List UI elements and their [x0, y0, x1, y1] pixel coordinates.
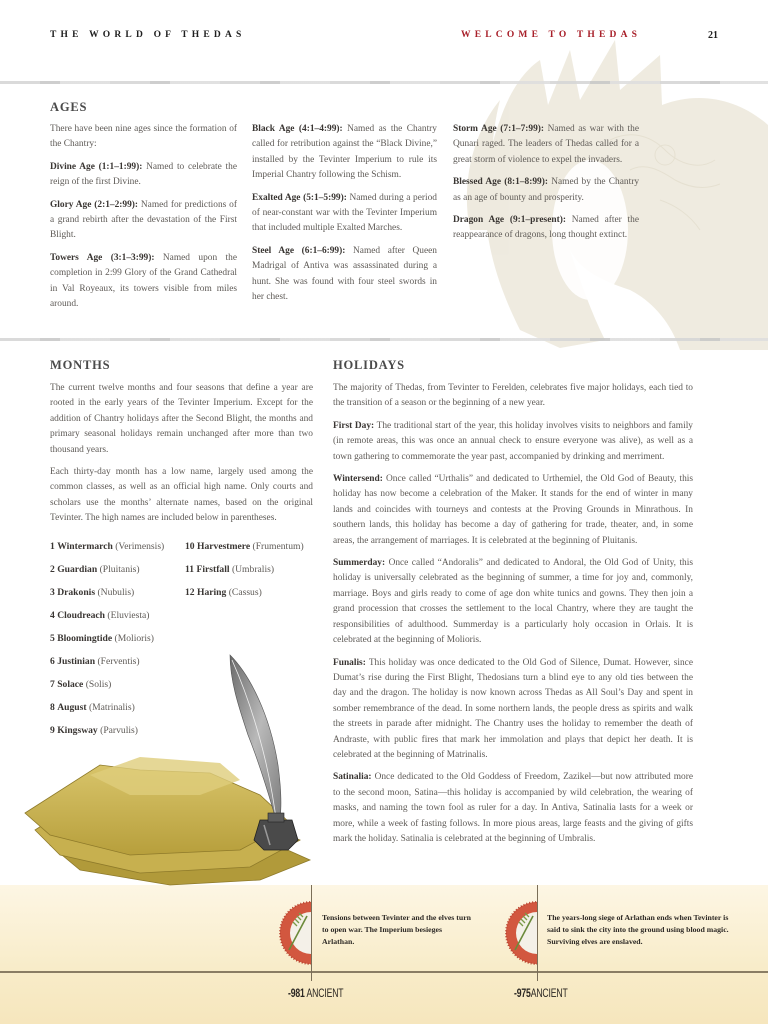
age-entry — [50, 251, 237, 313]
months-paragraph: The current twelve months and four seasons that define a year are rooted in the early years of the Tevinter Imperium. Except for the addition of Chantry holidays after the Second Blight, the months and primary seasonal holidays remain unchanged after more than two thousand years. — [50, 383, 313, 455]
holiday-name: Summerday: — [333, 558, 386, 569]
age-description: Named upon the completion in 2:99 Glory of the Grand Cathedral in Val Royeaux, its towers visible from miles around. — [50, 252, 238, 310]
divider-top — [0, 81, 768, 84]
age-description: Named after Queen Madrigal of Antiva was assassinated during a hunt. She was found with four steel swords in her chest. — [252, 245, 437, 303]
month-item — [185, 564, 274, 575]
running-header — [0, 30, 768, 46]
month-name: Harvestmere — [197, 541, 251, 552]
age-name: Black Age (4:1–4:99): — [252, 124, 343, 134]
month-item — [50, 610, 150, 621]
timeline-band — [0, 885, 768, 1024]
month-number: 4 — [50, 610, 55, 621]
holidays-text — [333, 381, 693, 854]
month-number: 1 — [50, 541, 55, 552]
timeline-tick — [537, 885, 538, 981]
month-high-name: (Ferventis) — [97, 656, 140, 667]
age-description: Named for predictions of a grand rebirth after the devastation of the First Blight. — [50, 199, 237, 241]
age-description: Named as the Chantry called for retribution against the “Black Divine,” installed by the Tevinter Imperium to rule its Imperial Chantry following the Schism. — [252, 124, 437, 181]
holiday-name: Wintersend: — [333, 474, 383, 485]
timeline-event-text: The years-long siege of Arlathan ends when Tevinter is said to sink the city into the ground using blood magic. Surviving elves are enslaved. — [547, 913, 729, 946]
timeline-tick — [311, 885, 312, 981]
month-high-name: (Solis) — [85, 679, 112, 690]
age-name: Glory Age (2:1–2:99): — [50, 199, 139, 210]
book-title: THE WORLD OF THEDAS — [50, 30, 246, 40]
month-number: 6 — [50, 656, 55, 667]
age-description: Named by the Chantry as an age of bounty and prosperity. — [453, 177, 640, 203]
month-high-name: (Frumentum) — [252, 541, 304, 552]
holiday-description: Once dedicated to the Old Goddess of Freedom, Zazikel—but now attributed more to the second moon, Satina—this holiday is accompanied by wild celebration, the wearing of masks, and naming the town fool as ruler for a day. In Antiva, Satinalia lasts for a week or more, while a week of fasting follows. In more pious areas, large feasts and the giving of gifts mark the holiday. Satinalia is celebrated at the beginning of Umbralis. — [333, 772, 693, 844]
month-name: Justinian — [57, 656, 96, 667]
age-name: Exalted Age (5:1–5:99): — [252, 192, 347, 203]
month-high-name: (Pluitanis) — [99, 564, 140, 575]
month-number: 7 — [50, 679, 55, 690]
timeline-era: ANCIENT — [306, 986, 344, 1000]
timeline-event-text: Tensions between Tevinter and the elves turn to open war. The Imperium besieges Arlathan. — [322, 913, 472, 946]
age-entry — [453, 175, 639, 206]
elven-emblem-icon — [277, 900, 311, 966]
chapter-title: WELCOME TO THEDAS — [461, 30, 642, 40]
age-name: Towers Age (3:1–3:99): — [50, 252, 155, 263]
month-item — [50, 633, 154, 644]
month-high-name: (Cassus) — [228, 587, 262, 598]
ages-column-1 — [50, 122, 237, 319]
month-name: Haring — [197, 587, 227, 598]
age-entry — [50, 160, 237, 191]
holiday-entry — [333, 770, 693, 847]
holiday-entry — [333, 472, 693, 549]
holidays-intro: The majority of Thedas, from Tevinter to Ferelden, celebrates five major holidays, each tied to the transition of a season or the beginning of a new year. — [333, 383, 693, 409]
months-paragraph: Each thirty-day month has a low name, largely used among the common classes, as well as an official high name. Only courts and scholars use the months’ alternate names, based on the original Tevinter. The high names are included below in parentheses. — [50, 467, 313, 524]
month-name: Kingsway — [57, 725, 98, 736]
month-high-name: (Parvulis) — [100, 725, 138, 736]
holiday-description: Once called “Urthalis” and dedicated to Urthemiel, the Old God of Beauty, this holiday has now become a celebration of the Maker. It stands for the end of winter in many lands and coincides with tourneys and contests at the Proving Grounds in Minrathous. In southern lands, this holiday has become a day of gathering for trade, theater, and, in some areas, the arrangement of marriages. It is celebrated at the beginning of Pluitanis. — [333, 474, 694, 546]
age-name: Storm Age (7:1–7:99): — [453, 124, 544, 134]
holiday-description: The traditional start of the year, this holiday involves visits to neighbors and family (in remote areas, this was once an annual check to ensure everyone was alive), as well as a town gathering to commemorate the year past, accompanied by drinking and merriment. — [333, 420, 693, 462]
month-high-name: (Molioris) — [114, 633, 154, 644]
month-name: Firstfall — [196, 564, 230, 575]
age-entry — [252, 244, 437, 306]
age-entry — [252, 122, 437, 184]
holiday-name: Funalis: — [333, 657, 366, 668]
month-name: Bloomingtide — [57, 633, 113, 644]
holiday-entry — [333, 656, 693, 764]
month-item — [50, 587, 134, 598]
ages-column-3 — [453, 122, 639, 251]
month-number: 3 — [50, 587, 55, 598]
timeline-era: ANCIENT — [530, 986, 568, 1000]
month-number: 11 — [185, 564, 195, 575]
holiday-entry — [333, 419, 693, 465]
age-name: Divine Age (1:1–1:99): — [50, 161, 143, 172]
holiday-description: Once called “Andoralis” and dedicated to Andoral, the Old God of Unity, this holiday is universally celebrated as the beginning of summer, a time for joy and, commonly, marriage. Boys and girls ready to come of age don white tunics and gowns. They then join a grand procession that crosses the settlement to the local Chantry, where they are taught the responsibilities of adulthood. Summerday is a particularly holy occasion in Orlais. It is celebrated at the beginning of Molioris. — [333, 558, 693, 646]
month-number: 2 — [50, 564, 55, 575]
age-entry — [453, 213, 639, 244]
holiday-name: First Day: — [333, 420, 375, 431]
month-item — [185, 587, 262, 598]
month-item — [185, 541, 304, 552]
ages-title: AGES — [50, 100, 88, 114]
age-entry — [252, 191, 437, 237]
age-entry — [50, 198, 237, 244]
page-number: 21 — [708, 30, 718, 41]
month-number: 12 — [185, 587, 195, 598]
months-text — [50, 381, 313, 534]
month-name: Solace — [57, 679, 84, 690]
month-number: 5 — [50, 633, 55, 644]
month-number: 8 — [50, 702, 55, 713]
month-number: 9 — [50, 725, 55, 736]
age-name: Blessed Age (8:1–8:99): — [453, 177, 548, 188]
divider-middle — [0, 338, 768, 341]
month-high-name: (Verimensis) — [115, 541, 165, 552]
timeline-event-date — [514, 986, 568, 1000]
elven-emblem-icon — [503, 900, 537, 966]
age-description: Named after the reappearance of dragons, long thought extinct. — [453, 215, 640, 241]
holidays-title: HOLIDAYS — [333, 358, 405, 372]
parchment-quill-illustration — [20, 645, 330, 895]
holiday-name: Satinalia: — [333, 772, 372, 783]
months-title: MONTHS — [50, 358, 111, 372]
timeline-year: -981 — [288, 986, 305, 1000]
month-name: August — [57, 702, 87, 713]
month-item — [50, 541, 164, 552]
holiday-entry — [333, 556, 693, 648]
timeline-year: -975 — [514, 986, 531, 1000]
month-high-name: (Matrinalis) — [88, 702, 135, 713]
month-name: Wintermarch — [57, 541, 113, 552]
month-name: Cloudreach — [57, 610, 105, 621]
age-description: Named as war with the Qunari raged. The leaders of Thedas called for a great storm of violence to expel the invaders. — [453, 124, 639, 165]
month-high-name: (Eluviesta) — [107, 610, 150, 621]
age-entry — [453, 122, 639, 168]
age-name: Dragon Age (9:1–present): — [453, 215, 566, 226]
timeline-axis — [0, 971, 768, 973]
month-high-name: (Nubulis) — [97, 587, 135, 598]
ages-column-2 — [252, 122, 437, 312]
month-item — [50, 564, 140, 575]
month-name: Drakonis — [57, 587, 96, 598]
age-description: Named during a period of near-constant war with the Tevinter Imperium that included multiple Exalted Marches. — [252, 192, 437, 234]
ages-intro: There have been nine ages since the formation of the Chantry: — [50, 124, 237, 150]
age-description: Named to celebrate the reign of the first Divine. — [50, 161, 237, 188]
age-name: Steel Age (6:1–6:99): — [252, 245, 346, 256]
holiday-description: This holiday was once dedicated to the Old God of Silence, Dumat. However, since Dumat’s rise during the First Blight, Thedosians turn a blind eye to any old ties between the day and the dragon. The holiday is now known across Thedas as All Soul’s Day and spent in somber remembrance of the dead. In some northern lands, the people dress as spirits and walk the streets in parade after midnight. The Chantry uses the holiday to remember the death of Andraste, with public fires that mark her immolation and plays that depict her death. It is celebrated at the beginning of Matrinalis. — [333, 657, 693, 760]
month-number: 10 — [185, 541, 195, 552]
month-name: Guardian — [57, 564, 98, 575]
timeline-event-date — [288, 986, 343, 1000]
month-high-name: (Umbralis) — [231, 564, 275, 575]
